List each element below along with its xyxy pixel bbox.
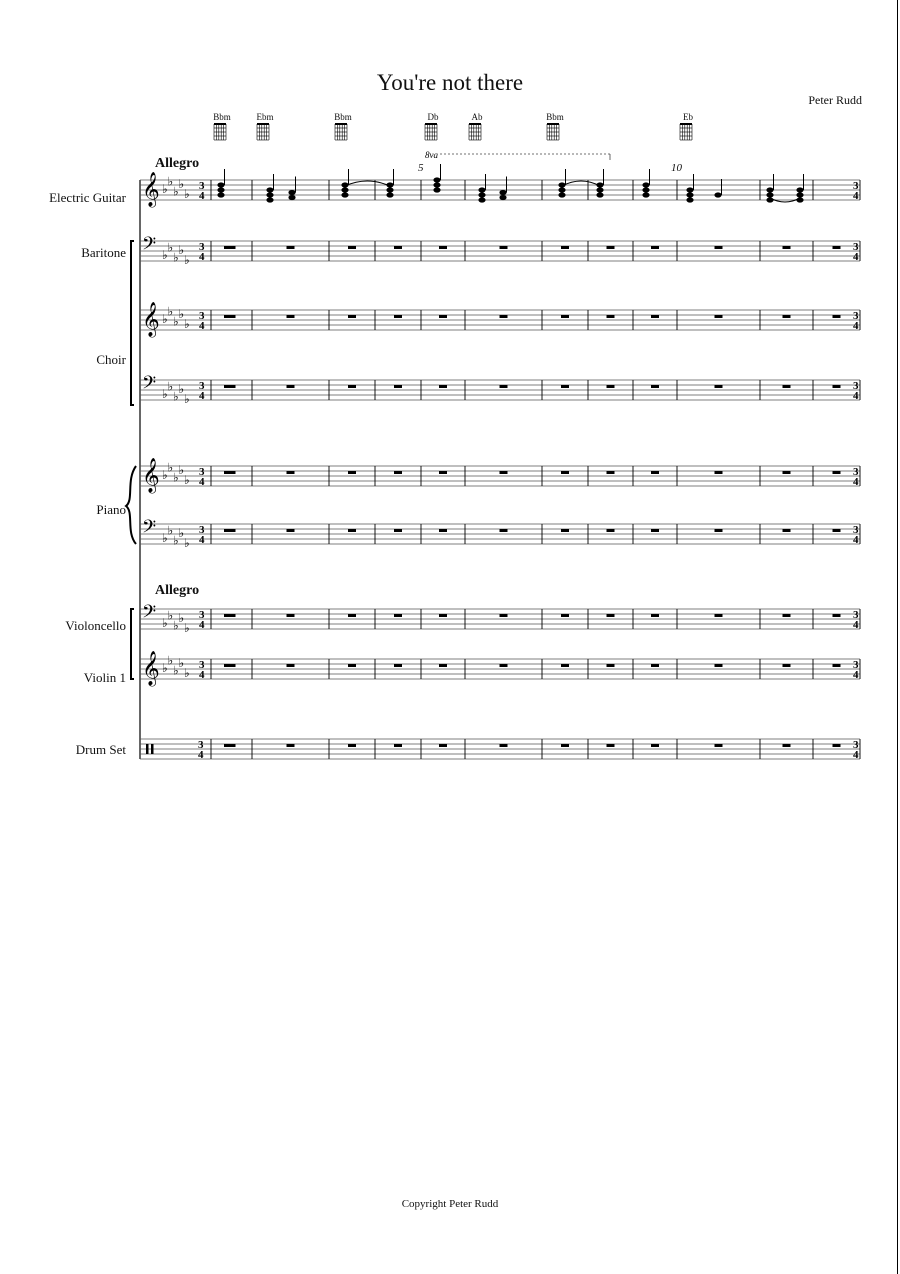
time-signature: 3 <box>199 310 205 322</box>
rest <box>607 385 615 388</box>
rest <box>439 246 447 249</box>
rest <box>500 246 508 249</box>
rest <box>607 471 615 474</box>
rest <box>439 529 447 532</box>
rest <box>561 246 569 249</box>
note-head <box>558 192 565 197</box>
flat-sign: ♭ <box>162 387 168 401</box>
time-signature-end: 4 <box>853 476 859 488</box>
chord-symbol: Db <box>427 112 439 122</box>
rest <box>783 315 791 318</box>
time-signature-end: 3 <box>853 466 859 478</box>
time-signature: 3 <box>199 609 205 621</box>
rest <box>833 664 841 667</box>
note-head <box>217 187 224 192</box>
rest <box>833 471 841 474</box>
note-head <box>796 187 803 192</box>
rest <box>783 385 791 388</box>
time-signature: 4 <box>199 190 205 202</box>
rest <box>500 315 508 318</box>
time-signature: 4 <box>199 390 205 402</box>
rest <box>500 614 508 617</box>
rest <box>651 246 659 249</box>
time-signature: 3 <box>199 180 205 192</box>
rest <box>394 529 402 532</box>
rest <box>651 315 659 318</box>
note-head <box>766 192 773 197</box>
flat-sign: ♭ <box>173 184 179 199</box>
note-head <box>686 192 693 197</box>
bass-clef: 𝄢 <box>142 601 157 626</box>
flat-sign: ♭ <box>178 656 185 670</box>
rest <box>561 664 569 667</box>
rest <box>224 529 232 532</box>
rest <box>715 664 723 667</box>
time-signature-end: 3 <box>853 241 859 253</box>
flat-sign: ♭ <box>173 618 179 633</box>
rest <box>224 315 232 318</box>
note-head <box>478 192 485 197</box>
time-signature: 4 <box>199 476 205 488</box>
treble-clef: 𝄞 <box>142 459 160 492</box>
copyright: Copyright Peter Rudd <box>401 1198 499 1210</box>
rest <box>348 246 356 249</box>
chord-symbol: Eb <box>683 112 693 122</box>
rest <box>715 385 723 388</box>
bass-clef: 𝄢 <box>142 372 157 397</box>
time-signature-end: 4 <box>853 669 859 681</box>
rest <box>439 315 447 318</box>
rest <box>394 664 402 667</box>
rest <box>561 529 569 532</box>
flat-sign: ♭ <box>178 243 185 257</box>
note-head <box>433 182 440 187</box>
rest <box>833 246 841 249</box>
flat-sign: ♭ <box>162 661 168 675</box>
note-head <box>596 192 603 197</box>
time-signature-end: 3 <box>853 380 859 392</box>
flat-sign: ♭ <box>162 531 168 545</box>
rest <box>561 471 569 474</box>
time-signature: 4 <box>199 619 205 631</box>
rest <box>439 744 447 747</box>
flat-sign: ♭ <box>178 463 185 477</box>
rest <box>783 529 791 532</box>
time-signature-end: 4 <box>853 749 859 761</box>
chord-symbol: Ebm <box>256 112 274 122</box>
rest <box>783 614 791 617</box>
note-head <box>266 187 273 192</box>
rest <box>561 385 569 388</box>
time-signature: 4 <box>199 251 205 263</box>
rest <box>439 471 447 474</box>
note-head <box>499 195 506 200</box>
rest <box>607 664 615 667</box>
ottava-mark: 8va <box>425 150 438 160</box>
instrument-label: Piano <box>96 502 126 517</box>
rest <box>439 664 447 667</box>
rest <box>348 315 356 318</box>
note-head <box>217 182 224 187</box>
rest <box>348 529 356 532</box>
time-signature: 3 <box>198 739 204 751</box>
note-head <box>386 192 393 197</box>
time-signature: 3 <box>199 466 205 478</box>
chord-grid-nut <box>547 123 559 125</box>
note-head <box>558 187 565 192</box>
flat-sign: ♭ <box>162 468 168 482</box>
chord-symbol: Ab <box>471 112 483 122</box>
percussion-clef <box>146 744 149 754</box>
time-signature: 3 <box>199 241 205 253</box>
bass-clef: 𝄢 <box>142 516 157 541</box>
note-head <box>796 192 803 197</box>
rest <box>394 471 402 474</box>
note-head <box>478 197 485 202</box>
tempo-marking: Allegro <box>155 156 200 171</box>
rest <box>394 385 402 388</box>
time-signature: 3 <box>199 524 205 536</box>
rest <box>561 315 569 318</box>
flat-sign: ♭ <box>178 307 185 321</box>
note-head <box>686 197 693 202</box>
time-signature-end: 3 <box>853 180 859 192</box>
rest <box>348 664 356 667</box>
percussion-clef <box>151 744 154 754</box>
rest <box>394 246 402 249</box>
tempo-marking-strings: Allegro <box>155 583 200 598</box>
note-head <box>499 190 506 195</box>
flat-sign: ♭ <box>167 460 174 475</box>
rest <box>833 744 841 747</box>
rest <box>783 664 791 667</box>
piano-brace <box>126 466 136 544</box>
time-signature: 4 <box>198 749 204 761</box>
flat-sign: ♭ <box>173 250 179 265</box>
time-signature-end: 4 <box>853 619 859 631</box>
chord-grid-nut <box>335 123 347 125</box>
rest <box>500 385 508 388</box>
flat-sign: ♭ <box>167 240 174 255</box>
note-head <box>341 187 348 192</box>
rest <box>394 315 402 318</box>
chord-grid-nut <box>425 123 437 125</box>
rest <box>394 744 402 747</box>
flat-sign: ♭ <box>162 182 168 196</box>
note-head <box>386 187 393 192</box>
flat-sign: ♭ <box>173 470 179 485</box>
flat-sign: ♭ <box>178 526 185 540</box>
time-signature-end: 4 <box>853 534 859 546</box>
rest <box>607 246 615 249</box>
note-head <box>341 192 348 197</box>
instrument-label: Violoncello <box>65 618 126 633</box>
rest <box>783 246 791 249</box>
time-signature-end: 3 <box>853 524 859 536</box>
note-head <box>642 187 649 192</box>
flat-sign: ♭ <box>184 621 190 635</box>
rest <box>348 744 356 747</box>
time-signature: 4 <box>199 669 205 681</box>
rest <box>287 315 295 318</box>
instrument-label: Drum Set <box>75 742 126 757</box>
note-head <box>433 177 440 182</box>
chord-grid-nut <box>257 123 269 125</box>
flat-sign: ♭ <box>162 248 168 262</box>
chord-symbol: Bbm <box>334 112 352 122</box>
rest <box>561 744 569 747</box>
note-head <box>642 192 649 197</box>
rest <box>439 614 447 617</box>
composer: Peter Rudd <box>808 93 862 107</box>
score-title: You're not there <box>376 70 524 95</box>
rest <box>287 385 295 388</box>
rest <box>500 471 508 474</box>
flat-sign: ♭ <box>162 312 168 326</box>
chord-symbol: Bbm <box>213 112 231 122</box>
choir-bracket <box>131 241 134 405</box>
rest <box>287 614 295 617</box>
rest <box>561 614 569 617</box>
rest <box>224 744 232 747</box>
flat-sign: ♭ <box>167 174 174 189</box>
rest <box>651 664 659 667</box>
strings-bracket <box>131 609 134 679</box>
flat-sign: ♭ <box>178 611 185 625</box>
rest <box>287 664 295 667</box>
rest <box>833 315 841 318</box>
rest <box>287 471 295 474</box>
flat-sign: ♭ <box>173 314 179 329</box>
flat-sign: ♭ <box>167 304 174 319</box>
note-head <box>596 187 603 192</box>
rest <box>394 614 402 617</box>
rest <box>651 614 659 617</box>
instrument-label: Choir <box>96 352 126 367</box>
flat-sign: ♭ <box>173 663 179 678</box>
rest <box>715 744 723 747</box>
rest <box>348 471 356 474</box>
rest <box>783 471 791 474</box>
flat-sign: ♭ <box>184 253 190 267</box>
rest <box>651 385 659 388</box>
flat-sign: ♭ <box>178 177 185 191</box>
rest <box>348 385 356 388</box>
rest <box>500 529 508 532</box>
time-signature-end: 4 <box>853 320 859 332</box>
flat-sign: ♭ <box>184 392 190 406</box>
rest <box>651 471 659 474</box>
time-signature-end: 3 <box>853 659 859 671</box>
rest <box>715 529 723 532</box>
rest <box>439 385 447 388</box>
rest <box>833 614 841 617</box>
note-head <box>478 187 485 192</box>
flat-sign: ♭ <box>184 536 190 550</box>
time-signature: 3 <box>199 380 205 392</box>
rest <box>287 744 295 747</box>
rest <box>715 471 723 474</box>
rest <box>715 614 723 617</box>
measure-number: 10 <box>671 162 682 174</box>
time-signature-end: 3 <box>853 609 859 621</box>
measure-number: 5 <box>418 162 424 174</box>
time-signature-end: 4 <box>853 390 859 402</box>
rest <box>224 664 232 667</box>
instrument-label: Baritone <box>81 245 126 260</box>
rest <box>783 744 791 747</box>
rest <box>607 315 615 318</box>
time-signature-end: 4 <box>853 251 859 263</box>
note-head <box>766 187 773 192</box>
rest <box>224 246 232 249</box>
flat-sign: ♭ <box>184 473 190 487</box>
rest <box>651 529 659 532</box>
note-head <box>217 192 224 197</box>
time-signature: 3 <box>199 659 205 671</box>
rest <box>287 246 295 249</box>
rest <box>833 529 841 532</box>
flat-sign: ♭ <box>184 666 190 680</box>
rest <box>287 529 295 532</box>
note-head <box>288 195 295 200</box>
rest <box>224 471 232 474</box>
time-signature-end: 3 <box>853 739 859 751</box>
note-head <box>266 197 273 202</box>
rest <box>651 744 659 747</box>
time-signature: 4 <box>199 534 205 546</box>
treble-clef: 𝄞 <box>142 173 160 206</box>
flat-sign: ♭ <box>173 533 179 548</box>
instrument-label: Electric Guitar <box>49 190 126 205</box>
flat-sign: ♭ <box>167 523 174 538</box>
rest <box>500 744 508 747</box>
flat-sign: ♭ <box>167 379 174 394</box>
note-head <box>266 192 273 197</box>
note-head <box>288 190 295 195</box>
bass-clef: 𝄢 <box>142 233 157 258</box>
treble-clef: 𝄞 <box>142 652 160 685</box>
note-head <box>714 192 721 197</box>
flat-sign: ♭ <box>167 653 174 668</box>
rest <box>500 664 508 667</box>
treble-clef: 𝄞 <box>142 303 160 336</box>
rest <box>833 385 841 388</box>
rest <box>715 246 723 249</box>
note-head <box>433 187 440 192</box>
rest <box>715 315 723 318</box>
flat-sign: ♭ <box>162 616 168 630</box>
flat-sign: ♭ <box>178 382 185 396</box>
rest <box>607 614 615 617</box>
chord-symbol: Bbm <box>546 112 564 122</box>
chord-grid-nut <box>214 123 226 125</box>
rest <box>224 385 232 388</box>
note-head <box>642 182 649 187</box>
time-signature-end: 3 <box>853 310 859 322</box>
rest <box>348 614 356 617</box>
rest <box>607 744 615 747</box>
flat-sign: ♭ <box>167 608 174 623</box>
flat-sign: ♭ <box>173 389 179 404</box>
flat-sign: ♭ <box>184 187 190 201</box>
rest <box>224 614 232 617</box>
chord-grid-nut <box>680 123 692 125</box>
time-signature: 4 <box>199 320 205 332</box>
time-signature-end: 4 <box>853 190 859 202</box>
chord-grid-nut <box>469 123 481 125</box>
instrument-label: Violin 1 <box>83 670 126 685</box>
rest <box>607 529 615 532</box>
flat-sign: ♭ <box>184 317 190 331</box>
note-head <box>686 187 693 192</box>
